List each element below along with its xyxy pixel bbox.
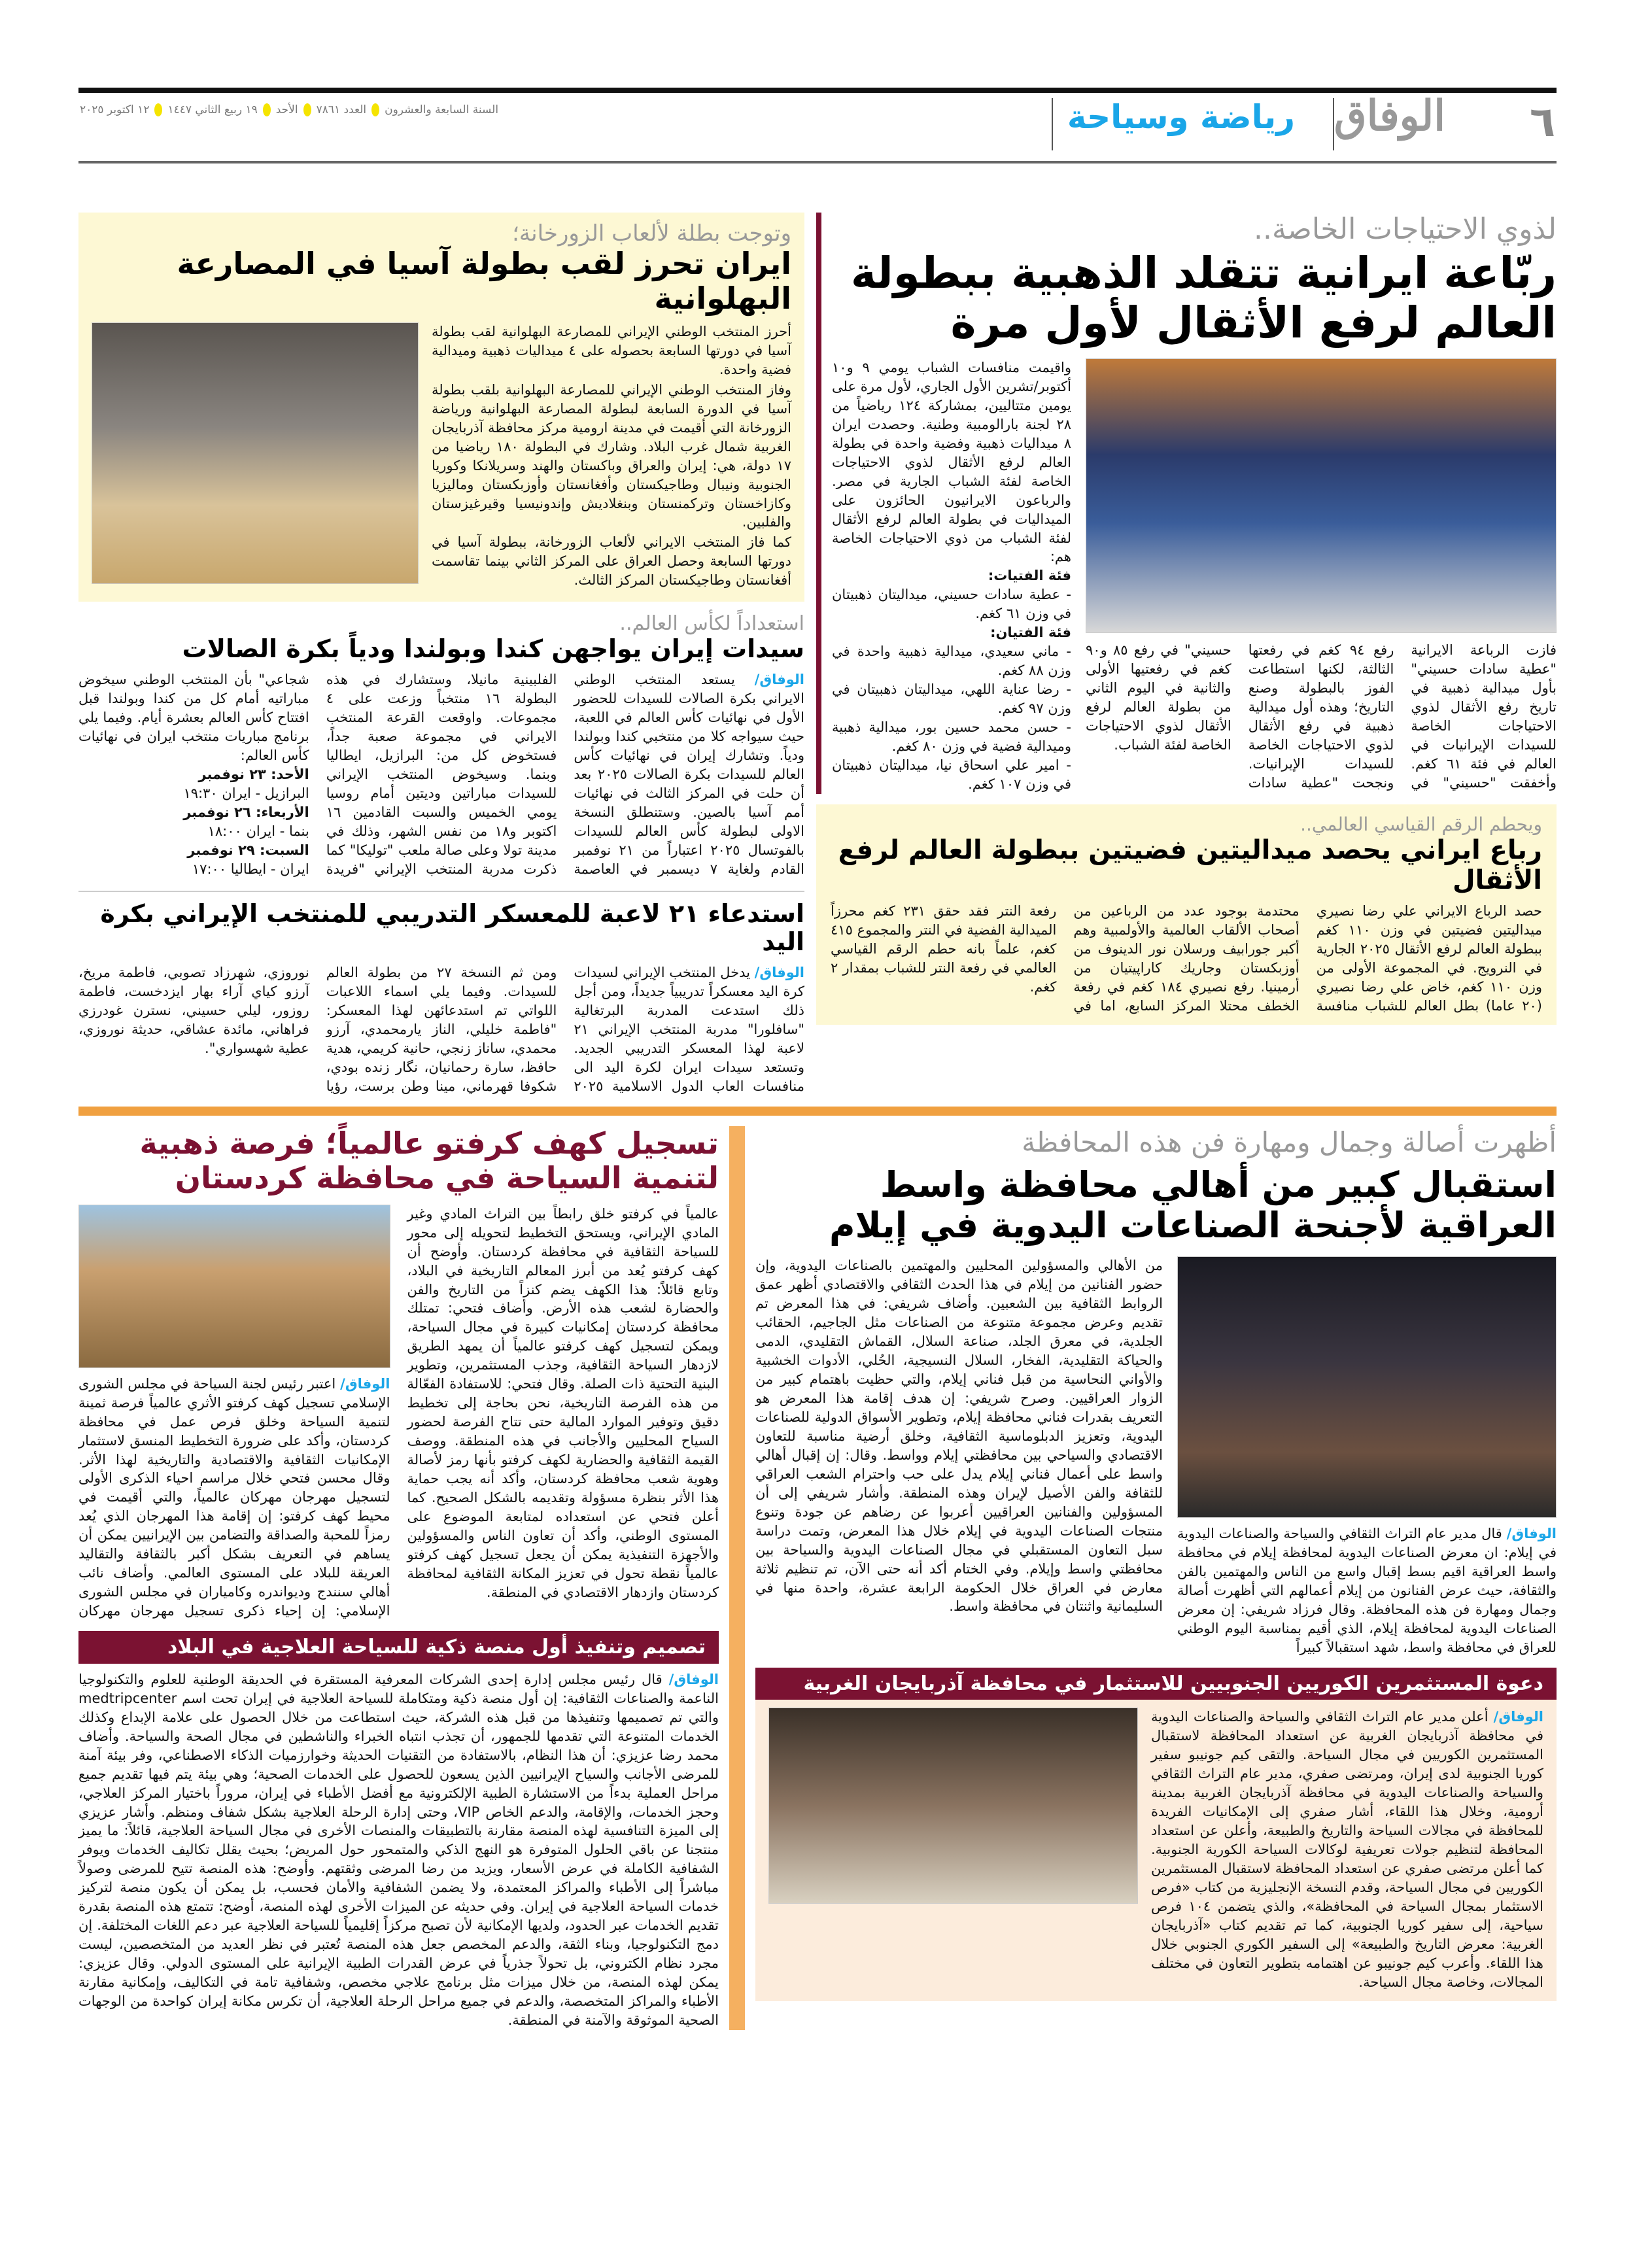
article-headline: ربّاعة ايرانية تتقلد الذهبية ببطولة العالم لرفع الأثقال لأول مرة — [850, 248, 1557, 348]
article-wrestling — [78, 213, 804, 602]
bottom-section — [78, 1126, 1557, 2030]
schedule-item: الأربعاء: ٢٦ نوفمبر بنما - ايران ١٨:٠٠ — [183, 804, 309, 839]
top-left-column — [78, 213, 804, 1096]
source-tag: الوفاق/ — [754, 965, 804, 981]
article-lifter — [816, 804, 1557, 1025]
source-tag: الوفاق/ — [1506, 1526, 1557, 1542]
schedule-item: الأحد: ٢٣ نوفمبر البرازيل - ايران ١٩:٣٠ — [183, 766, 309, 801]
article-columns — [755, 1256, 1557, 1657]
article-body: الوفاق/ أعلن مدير عام التراث الثقافي والسياحة والصناعات اليدوية في محافظة آذربايجان الغربية عن استعداد المحافظة لاستقبال المستثمرين الكوريين في مجال السياحة. والتقى كيم جونيبو سفير كوريا الجنوبية لدى إيران، ومرتضى صفري، مدير عام التراث الثقافي والسياحة والصناعات اليدوية في محافظة آذربايجان الغربية بمدينة أرومية، وخلال هذا اللقاء، أشار صفري إلى الإمكانيات الفريدة للمحافظة في مجالات السياحة والتاريخ والطبيعة، وأعلن عن استعداد المحافظة لتنظيم جولات تعريفية لوكالات السياحة الكورية الجنوبية. كما أعلن مرتضى صفري عن استعداد المحافظة لاستقبال المستثمرين الكوريين في مجال السياحة، وقدم النسخة الإنجليزية من كتاب «فرص الاستثمار بمجال السياحة في المحافظة»، والذي يتضمن ١٠٤ فرص سياحية، إلى سفير كوريا الجنوبية، كما تم تقديم كتاب «آذربايجان الغربية: معرض التاريخ والطبيعة» إلى السفير الكوري الجنوبي خلال هذا اللقاء. وأعرب كيم جونيبو عن اهتمامه بتطوير التعاون في مختلف المجالات، وخاصة مجال السياحة. — [1151, 1709, 1543, 1990]
dateline — [80, 103, 498, 116]
article-body: فازت الرباعة الايرانية "عطية سادات حسيني" بأول ميدالية ذهبية في تاريخ رفع الأثقال لذوي الاحتياجات الخاصة للسيدات الإيرانيات في العالم في فئة ٦١ كغم. وأخفقت "حسيني" في رفع ٩٤ كغم في رفعتها الثالثة، لكنها استطاعت الفوز بالبطولة وصنع التاريخ؛ وهذه أول ميدالية ذهبية في رفع الأثقال لذوي الاحتياجات الخاصة للسيدات الإيرانيات. ونجحت "عطية سادات حسيني" في رفع ٨٥ و٩٠ كغم في رفعتيها الأولى والثانية في اليوم الثاني من بطولة العالم لرفع الأثقال لذوي الاحتياجات الخاصة لفئة الشباب. — [1086, 642, 1557, 791]
article-headline: استقبال كبير من أهالي محافظة واسط العراقية لأجنحة الصناعات اليدوية في إيلام — [829, 1163, 1557, 1246]
article-body: الوفاق/ يدخل المنتخب الإيراني لسيدات كرة اليد معسكراً تدريبياً جديداً، ومن أجل ذلك استدعت المدربة البرتغالية "سافلورا" مدربة المنتخب الإيراني ٢١ لاعبة لهذا المعسكر التدريبي الجديد. وتستعد سيدات ايران لكرة اليد الى منافسات العاب الدول الاسلامية ٢٠٢٥ ومن ثم النسخة ٢٧ من بطولة العالم للسيدات. وفيما يلي اسماء اللاعبات اللواتي تم استدعائهن لهذا المعسكر: "فاطمة خليلي، الناز يارمحمدي، آرزو محمدي، ساناز زنجي، حانية كريمي، هدية حافظ، سارة رحمانيان، نگار زنده بودي، شكوفا قهرماني، مينا وطن برست، رؤيا نوروزي، شهرزاد تصوبي، فاطمة مريخ، آرزو كياي آراء بهار ايزدخست، فاطمة روزور، ليلي حسيني، نسترن غودرزي فراهاني، مائدة عشاقي، حديثة نوروزي، عطية شهسواري". — [78, 965, 804, 1094]
source-tag: الوفاق/ — [1493, 1709, 1543, 1725]
photo-column — [1086, 358, 1557, 793]
article-columns — [78, 1205, 719, 1621]
article-columns — [92, 322, 791, 592]
article-kicker: أظهرت أصالة وجمال ومهارة فن هذه المحافظة — [1022, 1125, 1557, 1158]
article-futsal — [78, 612, 804, 878]
source-tag: الوفاق/ — [668, 1671, 719, 1687]
article-body: الوفاق/ يستعد المنتخب الوطني الايراني بكرة الصالات للسيدات للحضور الأول في نهائيات كأس العالم في اللعبة، حيث سيواجه كلا من منتخبي كندا وبولندا ودياً. وتشارك إيران في نهائيات كأس العالم للسيدات بكرة الصالات ٢٠٢٥ بعد أن حلت في المركز الثالث في نهائيات أمم آسيا بالصين. وستنطلق النسخة الاولى لبطولة كأس العالم للسيدات بالفوتسال ٢٠٢٥ اعتباراً من ٢١ نوفمبر القادم ولغاية ٧ ديسمبر في العاصمة الفلبينية مانيلا، وستشارك في هذه البطولة ١٦ منتخباً وزعت على ٤ مجموعات. واوقعت القرعة المنتخب الايراني في مجموعة صعبة جداً، فستخوض كل من: البرازيل، ايطاليا وبنما. وسيخوض المنتخب الإيراني للسيدات مباراتين وديتين أمام روسيا يومي الخميس والسبت القادمين ١٦ اكتوبر و١٨ من نفس الشهر، وذلك في مدينة تولا وعلى صالة ملعب "توليكا" كما ذكرت مدربة المنتخب الإيراني "فريدة شجاعي" بأن المنتخب الوطني سيخوض مباراتيه أمام كل من كندا وبولندا قبل افتتاح كأس العالم بعشرة أيام. وفيما يلي برنامج مباريات منتخب ايران في نهائيات كأس العالم: الأحد: ٢٣ نوفمبر البرازيل - ايران ١٩:٣٠ الأربعاء: ٢٦ نوفمبر بنما - ايران ١٨:٠٠ السبت: ٢٩ نوفمبر ايران - ايطاليا ١٧:٠٠ — [78, 670, 804, 879]
wrestling-photo — [92, 322, 419, 584]
article-body: أحرز المنتخب الوطني الإيراني للمصارعة البهلوانية لقب بطولة آسيا في دورتها السابعة بحصوله على ٤ ميداليات ذهبية وميدالية فضية واحدة. وفاز المنتخب الوطني الإيراني للمصارعة البهلوانية بلقب بطولة آسيا في الدورة السابعة لبطولة المصارعة البهلوانية ورياضة الزورخانة التي أقيمت في مدينة ارومية مركز محافظة آذربايجان الغربية شمال غرب البلاد. وشارك في البطولة ١٨٠ رياضيا من ١٧ دولة، هي: إيران والعراق وباكستان والهند وسريلانكا وكوريا الجنوبية ونيبال وطاجيكستان وأفغانستان وأوزبكستان وماليزيا وكازاخستان وتركمنستان وبنغلاديش وإندونيسيا وقيرغيزستان والفلبين. كما فاز المنتخب الايراني لألعاب الزورخانة، ببطولة آسيا في دورتها السابعة وحصل العراق على المركز الثاني بينما تقاسمت أفغانستان وطاجيكستان المركز الثالث. — [432, 323, 791, 589]
newspaper-logo: الوفاق — [1334, 92, 1445, 141]
article-body: الوفاق/ اعتبر رئيس لجنة السياحة في مجلس الشورى الإسلامي تسجيل كهف كرفتو الأثري عالمياً فرصة ثمينة لتنمية السياحة وخلق فرص عمل في محافظة كردستان، وأكد على ضرورة التخطيط المنسق لاستثمار الإمكانيات الثقافية والاقتصادية والتاريخية لهذا الأثر. وقال محسن فتحي خلال مراسم احياء الذكرى الأولى لتسجيل مهرجان مهركان عالمياً، والتي أقيمت في محيط كهف كرفتو: إن إقامة هذا المهرجان الذي يُعد رمزاً للمحبة والصداقة والتضامن بين الإيرانيين يمكن أن يساهم في التعريف بشكل أكبر بالثقافة والتقاليد العريقة للبلاد على المستوى العالمي. وأضاف نائب أهالي سنندج وديواندره وكامياران في مجلس الشورى الإسلامي: إن إحياء ذكرى تسجيل مهرجان مهركان عالمياً في كرفتو خلق رابطاً بين التراث المادي وغير المادي الإيراني، ويستحق التخطيط لتحويله إلى محور للسياحة الثقافية في محافظة كردستان. وأوضح أن كهف كرفتو يُعد من أبرز المعالم التاريخية في البلاد، وتابع قائلاً: هذا الكهف يضم كنزاً من التاريخ والفن والحضارة لشعب هذه الأرض. وأضاف فتحي: تمتلك محافظة كردستان إمكانيات كبيرة في مجال السياحة، ويمكن لتسجيل كهف كرفتو عالمياً أن يمهد الطريق لازدهار السياحة الثقافية، وجذب المستثمرين، وتطوير البنية التحتية ذات الصلة. وقال فتحي: للاستفادة الفعّالة من هذه الفرصة التاريخية، نحن بحاجة إلى تخطيط دقيق وتوفير الموارد المالية حتى تتاح الفرصة لحضور السياح المحليين والأجانب في هذه المنطقة. ووصف القيمة الثقافية والحضارية لكهف كرفتو بأنها رمز لأصالة وهوية شعب محافظة كردستان، وأكد أنه يجب حماية هذا الأثر بنظرة مسؤولة وتقديمه بالشكل الصحيح. كما أعلن فتحي عن استعداده لمتابعة الموضوع على المستوى الوطني، وأكد أن تعاون الناس والمسؤولين والأجهزة التنفيذية يمكن أن يجعل تسجيل كهف كرفتو عالمياً نقطة تحول في تعزيز المكانة الثقافية لمحافظة كردستان وازدهار الاقتصادي في المنطقة. — [78, 1205, 719, 1619]
article-headline: تسجيل كهف كرفتو عالمياً؛ فرصة ذهبية لتنمية السياحة في محافظة كردستان — [139, 1125, 719, 1195]
article-headline: ايران تحرز لقب بطولة آسيا في المصارعة البهلوانية — [177, 246, 791, 316]
article-kicker: استعداداً لكأس العالم.. — [619, 612, 804, 636]
article-body: الوفاق/ قال رئيس مجلس إدارة إحدى الشركات المعرفية المستقرة في الحديقة الوطنية للعلوم والتكنولوجيا الناعمة والصناعات الثقافية: إن أول منصة ذكية ومتكاملة للسياحة العلاجية في إيران تحت اسم medtripcenter والتي تم تصميمها وتنفيذها من قبل هذه الشركة، حيث استطاعت من خلال الحصول على علامة الإبداع وكذلك الخدمات المتنوعة التي تقدمها للجمهور، أن تجذب انتباه الخبراء والناشطين في مجال الصحة والسياحة. وأضاف محمد رضا عزيزي: أن هذا النظام، بالاستفادة من التقنيات الحديثة وخوارزميات الذكاء الاصطناعي، وفر بيئة آمنة للمرضى الأجانب والسياح الإيرانيين الذين يسعون للحصول على الخدمات الصحية؛ وهي بيئة يتم فيها تقديم جميع مراحل العملية بدءاً من الاستشارة الطبية الإلكترونية مع أفضل الأطباء في إيران، مروراً باختيار المركز العلاجي، وحجز الخدمات، والإقامة، والدعم الخاص VIP، وحتى إدارة الرحلة العلاجية بشكل شفاف ومنظم. وأشار عزيزي إلى الميزة التنافسية لهذه المنصة مقارنة بالتطبيقات والمنصات الأخرى في مجال السياحة العلاجية، قائلاً: ما يميز منتجنا عن باقي الحلول المتوفرة هو النهج الذكي والمتمحور حول المريض؛ بحيث يقلل تكاليف الخدمات ويوفر الشفافية الكاملة في عرض الأسعار، ويزيد من رضا المرضى وثقتهم. وأوضح: هذه المنصة تتيح للمرضى وصولاً مباشراً إلى الأطباء والمراكز المعتمدة، ولا يضمن الشفافية والأمان فحسب، بل يمكن أن يكون منصة لتركيز خدمات السياحة العلاجية في إيران. وفي حديثه عن الميزات الأخرى لهذه المنصة، أوضح: تتمتع هذه المنصة بقدرة تقديم الخدمات عبر الحدود، ولديها الإمكانية لأن تصبح مركزاً إقليمياً للسياحة العلاجية عبر دعم اللغات المختلفة. إن دمج التكنولوجيا، وبناء الثقة، والدعم المخصص جعل هذه المنصة تُعتبر في نظر العديد من المتخصصين، ليست مجرد نظام الكتروني، بل تحولاً جذرياً في عرض القدرات الطبية الإيرانية على المستوى الدولي. وقال عزيزي: يمكن لهذه المنصة، من خلال ميزات مثل برنامج علاجي مخصص، وشفافية تامة في التكاليف، وإمكانية مقارنة الأطباء والمراكز المتخصصة، والدعم في جميع مراحل الرحلة العلاجية، أن تكرس مكانة إيران كواحدة من الوجهات الصحية الموثوقة والآمنة في المنطقة. — [78, 1671, 719, 2029]
page-number: ٦ — [1529, 98, 1555, 146]
article-kicker: لذوي الاحتياجات الخاصة.. — [1253, 213, 1557, 246]
divider — [1052, 98, 1053, 150]
bottom-right-column — [755, 1126, 1557, 2030]
bottom-left-column — [78, 1126, 719, 2030]
article-headline: دعوة المستثمرين الكوريين الجنوبيين للاستثمار في محافظة آذربايجان الغربية — [755, 1668, 1557, 1700]
article-kicker: ويحطم الرقم القياسي العالمي.. — [1300, 814, 1542, 836]
article-body: حصد الرباع الايراني علي رضا نصيري ميداليتين فضيتين في وزن ١١٠ كغم ببطولة العالم لرفع الأثقال ٢٠٢٥ الجارية في النرويج. في المجموعة الأولى من وزن ١١٠ كغم، خاض علي رضا نصيري (٢٠ عاما) بطل العالم للشباب منافسة محتدمة بوجود عدد من الرباعين من أصحاب الألقاب العالمية والأولمبية وهم أكبر جورابيف ورسلان نور الدينوف من أوزبكستان وجاريك كاراپيتيان من أرمينيا. رفع نصيري ١٨٤ كغم في رفعة الخطف محتلا المركز السابع، اما في رفعة النتر فقد حقق ٢٣١ كغم محرزاً الميدالية الفضية في النتر والمجموع ٤١٥ كغم، علماً بانه حطم الرقم القياسي العالمي في رفعة النتر للشباب بمقدار ٢ كغم. — [831, 903, 1543, 1014]
article-headline: رباع ايراني يحصد ميداليتين فضيتين ببطولة العالم لرفع الأثقال — [838, 835, 1542, 896]
article-kurdistan — [78, 1126, 719, 1621]
source-tag: الوفاق/ — [340, 1375, 390, 1392]
weightlifters-podium-photo — [1086, 358, 1557, 633]
page-content — [78, 213, 1557, 2030]
weekday: الأحد — [275, 103, 298, 116]
article-headline: استدعاء ٢١ لاعبة للمعسكر التدريبي للمنتخب الإيراني بكرة اليد — [100, 899, 804, 957]
cave-photo — [78, 1205, 390, 1368]
article-body: من الأهالي والمسؤولين المحليين والمهتمين بالصناعات اليدوية، وإن حضور الفنانين من إيلام في هذا الحدث الثقافي والاقتصادي أظهر عمق الروابط الثقافية بين الشعبين. وأضاف شريفي: في هذا المعرض تم تقديم وعرض مجموعة متنوعة من الصناعات مثل الجاجيم، الحقائب الجلدية، في معرق الجلد، صناعة السلال، القماش التقليدي، الدمى والحياكة التقليدية، الفخار، السلال النسيجية، الحُلي، الأدوات الخشبية والأواني النحاسية من قبل فناني إيلام، والتي حظيت باهتمام كبير من الزوار العراقيين. وصرح شريفي: إن هدف إقامة هذا المعرض هو التعريف بقدرات فناني محافظة إيلام، وتطوير الأسواق الدولية للصناعات اليدوية، وتعزيز الدبلوماسية الثقافية، وخلق أرضية مناسبة للتعاون الاقتصادي والسياحي بين محافظتي إيلام وواسط. وقال: إن إقبال أهالي واسط على أعمال فناني إيلام يدل على حب واحترام الشعب العراقي للثقافة والفن الأصيل لإيران وهذه المنطقة. وأشار شريفي إلى أن المسؤولين والفنانين العراقيين أعربوا عن رضاهم عن جودة وتنوع منتجات الصناعات اليدوية في إيلام خلال هذا المعرض، وتمت دراسة سبل التعاون المستقبلي في مجال الصناعات اليدوية والسياحة بين محافظتي واسط وإيلام. وفي الختام أكد أنه حتى الآن، تم تنظيم ثلاثة معارض في العراق خلال الحكومة الرابعة عشرة، واحدة منها في السليمانية واثنتان في محافظة واسط. — [755, 1258, 1163, 1615]
article-columns — [755, 1700, 1557, 1992]
article-medical — [78, 1631, 719, 2030]
hijri-date: ١٩ ربيع الثاني ١٤٤٧ — [167, 103, 258, 116]
bullet-icon — [303, 103, 311, 116]
bullet-icon — [263, 103, 271, 116]
photo-column — [1177, 1256, 1557, 1657]
article-body: واقيمت منافسات الشباب يومي ٩ و١٠ أكتوبر/تشرين الأول الجاري، لأول مرة على يومين متتاليين، بمشاركة ١٢٤ رياضياً من ٢٨ لجنة بارالومبية وطنية. وحصدت ايران ٨ ميداليات ذهبية وفضية واحدة في بطولة العالم لرفع الأثقال لذوي الاحتياجات الخاصة لفئة الشباب الجارية في مصر. والرباعون الايرانيون الحائزون على الميداليات في بطولة العالم لرفع الأثقال لفئة الشباب من ذوي الاحتياجات الخاصة هم: فئة الفتيات: - عطية سادات حسيني، ميداليتان ذهبيتان في وزن ٦١ كغم. فئة الفتيان: - ماني سعيدي، ميدالية ذهبية واحدة في وزن ٨٨ كغم. - رضا عناية اللهي، ميداليتان ذهبيتان في وزن ٩٧ كغم. - حسن محمد حسين بور، ميدالية ذهبية وميدالية فضية في وزن ٨٠ كغم. - امير علي اسحاق نيا، ميداليتان ذهبيتان في وزن ١٠٧ كغم. — [832, 359, 1071, 793]
bullet-icon — [371, 103, 379, 116]
issue: العدد ٧٨٦١ — [316, 103, 367, 116]
article-kicker: وتوجت بطلة لألعاب الزورخانة؛ — [512, 220, 791, 247]
article-weightlifting — [816, 213, 1557, 794]
schedule-item: السبت: ٢٩ نوفمبر ايران - ايطاليا ١٧:٠٠ — [187, 842, 309, 877]
top-section — [78, 213, 1557, 1096]
column-divider — [729, 1126, 745, 2030]
article-korea — [755, 1668, 1557, 2001]
meeting-photo — [768, 1708, 1138, 1904]
source-tag: الوفاق/ — [754, 672, 804, 688]
article-body: الوفاق/ قال مدير عام التراث الثقافي والسياحة والصناعات اليدوية في إيلام: ان معرض الصناعات اليدوية لمحافظة إيلام في محافظة واسط العراقية اقيم بسط إقبال واسع من الناس والمهتمين بالفن والثقافة، حيث عرض الفنانون من إيلام أعمالهم التي أظهرت أصالة وجمال ومهارة فن هذه المحافظة. وقال فرزاد شريفي: إن معرض الصناعات اليدوية لمحافظة إيلام، الذي أقيم بمناسبة اليوم الوطني للعراق في محافظة واسط، شهد استقبالاً كبيراً — [1177, 1526, 1557, 1655]
article-ilam — [755, 1126, 1557, 1657]
section-title: رياضة وسياحة — [1067, 98, 1295, 136]
article-handball — [78, 891, 804, 1096]
top-right-column — [816, 213, 1557, 1025]
divider — [1333, 98, 1334, 150]
section-divider — [78, 1107, 1557, 1116]
year: السنة السابعة والعشرون — [385, 103, 499, 116]
article-headline: سيدات إيران يواجهن كندا وبولندا ودياً بكرة الصالات — [182, 634, 804, 664]
exhibition-photo — [1177, 1256, 1557, 1518]
gregorian-date: ١٢ اكتوبر ٢٠٢٥ — [80, 103, 150, 116]
bullet-icon — [154, 103, 162, 116]
article-headline: تصميم وتنفيذ أول منصة ذكية للسياحة العلاجية في البلاد — [78, 1631, 719, 1664]
article-columns — [832, 358, 1557, 794]
header-rule — [78, 161, 1557, 163]
